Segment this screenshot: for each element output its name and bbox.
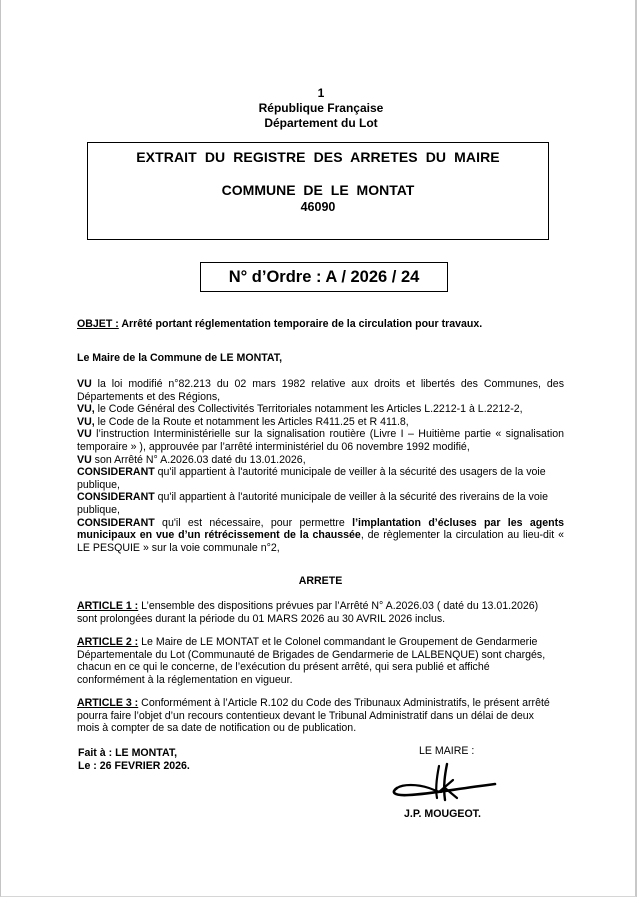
considerant-item xyxy=(77,491,564,516)
department-heading: Département du Lot xyxy=(264,116,378,130)
considerant-text: qu'il est nécessaire, pour permettre xyxy=(154,516,353,529)
objet-text: Arrêté portant réglementation temporaire de la circulation pour travaux. xyxy=(118,318,483,330)
vu-item xyxy=(77,416,564,429)
vu-lead: VU, xyxy=(77,415,95,428)
vu-item xyxy=(77,403,564,416)
vu-block xyxy=(77,378,564,554)
vu-text: la loi modifié n°82.213 du 02 mars 1982 relative aux droits et libertés des Communes, des Départements et des Régions, xyxy=(77,378,564,403)
considerant-text: qu'il appartient à l'autorité municipale de veiller à la sécurité des usagers de la voie publique, xyxy=(77,466,546,491)
article-text: Le Maire de LE MONTAT et le Colonel commandant le Groupement de Gendarmerie Départementale du Lot (Communauté de Brigades de Gendarmerie de LALBENQUE) sont chargés, chacun en ce qui le concerne, de l’exécution du présent arrêté, qui sera publié et affiché conformément à la réglementation en vigueur. xyxy=(77,636,546,686)
signatory-title: LE MAIRE : xyxy=(419,745,475,757)
mayor-signature xyxy=(389,762,499,802)
article-text: L’ensemble des dispositions prévues par l’Arrêté N° A.2026.03 ( daté du 13.01.2026) sont prolongées durant la période du 01 MARS 2026 au 30 AVRIL 2026 inclus. xyxy=(77,600,539,625)
issue-info xyxy=(78,747,190,773)
vu-item xyxy=(77,454,564,467)
article-text: Conformément à l’Article R.102 du Code des Tribunaux Administratifs, le présent arrêté pourra faire l’objet d’un recours contentieux devant le Tribunal Administratif dans un délai de deux mois à compter de sa date de notification ou de publication. xyxy=(77,697,550,735)
vu-lead: VU xyxy=(77,428,92,441)
considerant-text: qu'il appartient à l'autorité municipale de veiller à la sécurité des riverains de la voie publique, xyxy=(77,491,548,516)
order-number-box: N° d’Ordre : A / 2026 / 24 xyxy=(200,262,448,292)
considerant-lead: CONSIDERANT xyxy=(77,491,155,504)
article-label: ARTICLE 3 : xyxy=(77,697,139,709)
vu-item xyxy=(77,428,564,453)
issue-date: Le : 26 FEVRIER 2026. xyxy=(78,760,190,772)
register-title-box xyxy=(87,142,549,240)
considerant-item xyxy=(77,517,564,555)
considerant-bold-text: l’implantation d’écluses par les agents municipaux en vue d’un rétrécissement de la chaussée xyxy=(77,516,565,542)
vu-lead: VU, xyxy=(77,403,95,416)
vu-lead: VU xyxy=(77,378,92,390)
considerant-text: , de règlementer la circulation au lieu-dit « LE PESQUIE » sur la voie communale n°2, xyxy=(77,529,564,554)
issue-place: Fait à : LE MONTAT, xyxy=(78,747,178,759)
vu-text: l’instruction Interministérielle sur la signalisation routière (Livre I – Huitième partie « signalisation temporaire » ), approuvée par l’arrêté interministériel du 06 novembre 1992 modifié, xyxy=(77,428,564,453)
article-label: ARTICLE 2 : xyxy=(77,636,139,648)
article-1 xyxy=(77,600,557,625)
vu-item xyxy=(77,378,564,403)
commune-name: COMMUNE DE LE MONTAT xyxy=(221,182,415,198)
vu-lead: VU xyxy=(77,453,92,466)
page-number: 1 xyxy=(317,86,325,100)
vu-text: le Code de la Route et notamment les Articles R411.25 et R 411.8, xyxy=(94,415,409,428)
vu-text: le Code Général des Collectivités Territoriales notamment les Articles L.2212-1 à L.2212-2, xyxy=(94,403,523,416)
objet-label: OBJET : xyxy=(77,318,119,330)
country-heading: République Française xyxy=(258,101,384,115)
intro-line: Le Maire de la Commune de LE MONTAT, xyxy=(77,352,283,364)
considerant-lead: CONSIDERANT xyxy=(77,466,155,479)
objet-line xyxy=(77,318,564,331)
postal-code: 46090 xyxy=(300,200,336,214)
considerant-item xyxy=(77,466,564,491)
considerant-lead: CONSIDERANT xyxy=(77,516,155,529)
signatory-name: J.P. MOUGEOT. xyxy=(404,808,481,820)
vu-text: son Arrêté N° A.2026.03 daté du 13.01.2026, xyxy=(91,453,306,466)
article-label: ARTICLE 1 : xyxy=(77,600,139,612)
arrete-heading: ARRETE xyxy=(298,575,343,587)
article-3 xyxy=(77,697,557,735)
register-title: EXTRAIT DU REGISTRE DES ARRETES DU MAIRE xyxy=(136,149,500,165)
article-2 xyxy=(77,636,557,686)
